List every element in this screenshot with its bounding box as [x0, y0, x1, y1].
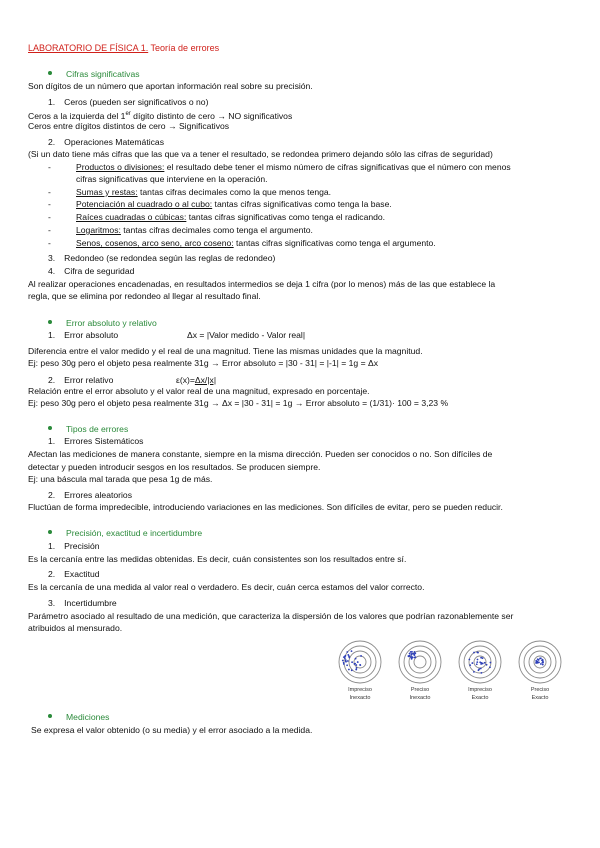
list-item: 2. Error relativo: [48, 375, 114, 385]
operaciones-note: (Si un dato tiene más cifras que las que va a tener el resultado, se redondea primero dejando sólo las cifras de seguridad): [28, 149, 493, 159]
bullet-icon: [48, 426, 52, 430]
measurement-dot: [414, 652, 416, 654]
error-absoluto-ej: Ej: peso 30g pero el objeto pesa realmente 31g → Error absoluto = |30 - 31| = |-1| = 1g = Δx: [28, 358, 379, 368]
measurement-dot: [538, 659, 540, 661]
measurement-dot: [411, 658, 413, 660]
measurement-dot: [541, 662, 543, 664]
precision-accuracy-figure: [333, 640, 573, 710]
measurement-dot: [480, 668, 482, 670]
measurement-dot: [411, 654, 413, 656]
measurement-dot: [360, 655, 362, 657]
measurement-dot: [346, 664, 348, 666]
measurement-dot: [348, 669, 350, 671]
error-absoluto-def: Diferencia entre el valor medido y el real de una magnitud. Tiene las mismas unidades que la magnitud.: [28, 346, 423, 356]
measurement-dot: [351, 669, 353, 671]
measurement-dot: [345, 655, 347, 657]
measurement-dot: [354, 663, 356, 665]
measurement-dot: [351, 661, 353, 663]
measurement-dot: [476, 661, 478, 663]
measurement-dot: [471, 662, 473, 664]
measurement-dot: [351, 650, 353, 652]
target-label: Preciso: [410, 687, 430, 693]
measurement-dot: [357, 661, 359, 663]
measurement-dot: [479, 661, 481, 663]
list-item: 1. Precisión: [48, 541, 100, 551]
op-item: - Sumas y restas: tantas cifras decimales como la que menos tenga.: [48, 187, 332, 197]
formula-error-absoluto: Δx = |Valor medido - Valor real|: [187, 330, 306, 340]
list-item: 3. Incertidumbre: [48, 598, 117, 608]
measurement-dot: [484, 662, 486, 664]
section-error-heading: Error absoluto y relativo: [48, 318, 157, 329]
section-mediciones-heading: Mediciones: [48, 712, 109, 723]
list-item: 1. Error absoluto: [48, 330, 119, 340]
sistematicos-text: Afectan las mediciones de manera constante, siempre en la misma dirección. Pueden ser conocidos o no. Son difíciles de: [28, 449, 493, 459]
target-4: [519, 641, 561, 683]
op-item-cont: cifras significativas que interviene en la operación.: [76, 174, 268, 184]
measurement-dot: [345, 660, 347, 662]
measurement-dot: [477, 659, 479, 661]
title-lab: LABORATORIO DE FÍSICA 1.: [28, 43, 149, 53]
formula-error-relativo: ε(x)=Δx/|x|: [176, 375, 217, 385]
measurement-dot: [355, 669, 357, 671]
title-topic: Teoría de errores: [148, 43, 220, 53]
measurement-dot: [347, 654, 349, 656]
op-item: - Productos o divisiones: el resultado debe tener el mismo número de cifras significativas que el número con menos: [48, 162, 511, 172]
op-item: - Logaritmos: tantas cifras decimales como tenga el argumento.: [48, 225, 313, 235]
section-tipos-heading: Tipos de errores: [48, 424, 128, 435]
measurement-dot: [344, 657, 346, 659]
list-item: 2. Operaciones Matemáticas: [48, 137, 164, 147]
op-item: - Raíces cuadradas o cúbicas: tantas cifras significativas como tenga el radicando.: [48, 212, 386, 222]
measurement-dot: [414, 657, 416, 659]
measurement-dot: [343, 663, 345, 665]
measurement-dot: [478, 668, 480, 670]
target-ring: [519, 641, 561, 683]
section-cifras-heading: Cifras significativas: [48, 69, 140, 80]
measurement-dot: [489, 666, 491, 668]
measurement-dot: [540, 663, 542, 665]
measurement-dot: [347, 660, 349, 662]
measurement-dot: [535, 662, 537, 664]
measurement-dot: [359, 664, 361, 666]
mediciones-text: Se expresa el valor obtenido (o su media) y el error asociado a la medida.: [31, 725, 313, 735]
target-label: Impreciso: [468, 687, 492, 693]
target-label: Inexacto: [409, 695, 431, 701]
list-item: 1. Ceros (pueden ser significativos o no): [48, 97, 209, 107]
measurement-dot: [413, 653, 415, 655]
list-item: 2. Exactitud: [48, 569, 100, 579]
seguridad-text-2: regla, que se elimina por redondeo al llegar al resultado final.: [28, 291, 261, 301]
section-precision-heading: Precisión, exactitud e incertidumbre: [48, 528, 202, 539]
measurement-dot: [342, 660, 344, 662]
measurement-dot: [480, 657, 482, 659]
list-item: 1. Errores Sistemáticos: [48, 436, 144, 446]
aleatorios-text: Fluctúan de forma impredecible, introduciendo variaciones en las mediciones. Son difíciles de evitar, pero se pueden reducir.: [28, 502, 503, 512]
measurement-dot: [477, 652, 479, 654]
targets-svg: [333, 640, 573, 710]
sistematicos-text-2: detectar y pueden introducir sesgos en los resultados. Se producen siempre.: [28, 462, 321, 472]
target-label: Preciso: [530, 687, 550, 693]
measurement-dot: [538, 662, 540, 664]
target-label: Exacto: [471, 695, 489, 701]
ceros-izquierda: Ceros a la izquierda del 1er dígito distinto de cero → NO significativos: [28, 110, 293, 121]
target-1: [339, 641, 381, 683]
precision-text: Es la cercanía entre las medidas obtenidas. Es decir, cuán consistentes son los resultados entre sí.: [28, 554, 407, 564]
exactitud-text: Es la cercanía de una medida al valor real o verdadero. Es decir, cuán cerca estamos del valor correcto.: [28, 582, 425, 592]
measurement-dot: [355, 658, 357, 660]
target-label: Exacto: [531, 695, 549, 701]
target-ring: [529, 651, 551, 673]
measurement-dot: [539, 658, 541, 660]
target-label: Inexacto: [349, 695, 371, 701]
incertidumbre-text: Parámetro asociado al resultado de una medición, que caracteriza la dispersión de los valores que podrían razonablemente ser: [28, 611, 514, 621]
measurement-dot: [410, 651, 412, 653]
measurement-dot: [476, 663, 478, 665]
bullet-icon: [48, 320, 52, 324]
cifras-intro: Son dígitos de un número que aportan información real sobre su precisión.: [28, 81, 313, 91]
op-item: - Senos, cosenos, arco seno, arco coseno: tantas cifras significativas como tenga el argumento.: [48, 238, 436, 248]
bullet-icon: [48, 71, 52, 75]
measurement-dot: [409, 653, 411, 655]
list-item: 4. Cifra de seguridad: [48, 266, 135, 276]
list-item: 3. Redondeo (se redondea según las reglas de redondeo): [48, 253, 276, 263]
measurement-dot: [473, 652, 475, 654]
measurement-dot: [486, 664, 488, 666]
measurement-dot: [490, 662, 492, 664]
sistematicos-ej: Ej: una báscula mal tarada que pesa 1g de más.: [28, 474, 213, 484]
list-item: 2. Errores aleatorios: [48, 490, 132, 500]
page-title: [28, 43, 219, 54]
target-ring: [354, 656, 366, 668]
measurement-dot: [410, 656, 412, 658]
measurement-dot: [468, 659, 470, 661]
measurement-dot: [542, 664, 544, 666]
measurement-dot: [482, 663, 484, 665]
incertidumbre-text-2: atribuidos al mensurado.: [28, 623, 123, 633]
bullet-icon: [48, 530, 52, 534]
measurement-dot: [480, 672, 482, 674]
error-relativo-ej: Ej: peso 30g pero el objeto pesa realmente 31g → Δx = |30 - 31| = 1g → Error absoluto = (1/31)· 100 = 3,23 %: [28, 398, 449, 408]
target-ring: [399, 641, 441, 683]
measurement-dot: [469, 664, 471, 666]
measurement-dot: [408, 655, 410, 657]
ceros-entre: Ceros entre dígitos distintos de cero → Significativos: [28, 121, 230, 131]
bullet-icon: [48, 714, 52, 718]
target-label: Impreciso: [348, 687, 372, 693]
target-3: [459, 641, 501, 683]
measurement-dot: [355, 664, 357, 666]
measurement-dot: [542, 659, 544, 661]
op-item: - Potenciación al cuadrado o al cubo: tantas cifras significativas como tenga la base.: [48, 199, 392, 209]
measurement-dot: [346, 651, 348, 653]
measurement-dot: [473, 671, 475, 673]
seguridad-text: Al realizar operaciones encadenadas, en resultados intermedios se deja 1 cifra (por lo menos) más de las que establece la: [28, 279, 496, 289]
measurement-dot: [356, 667, 358, 669]
error-relativo-def: Relación entre el error absoluto y el valor real de una magnitud, expresado en porcentaje.: [28, 386, 370, 396]
target-2: [399, 641, 441, 683]
